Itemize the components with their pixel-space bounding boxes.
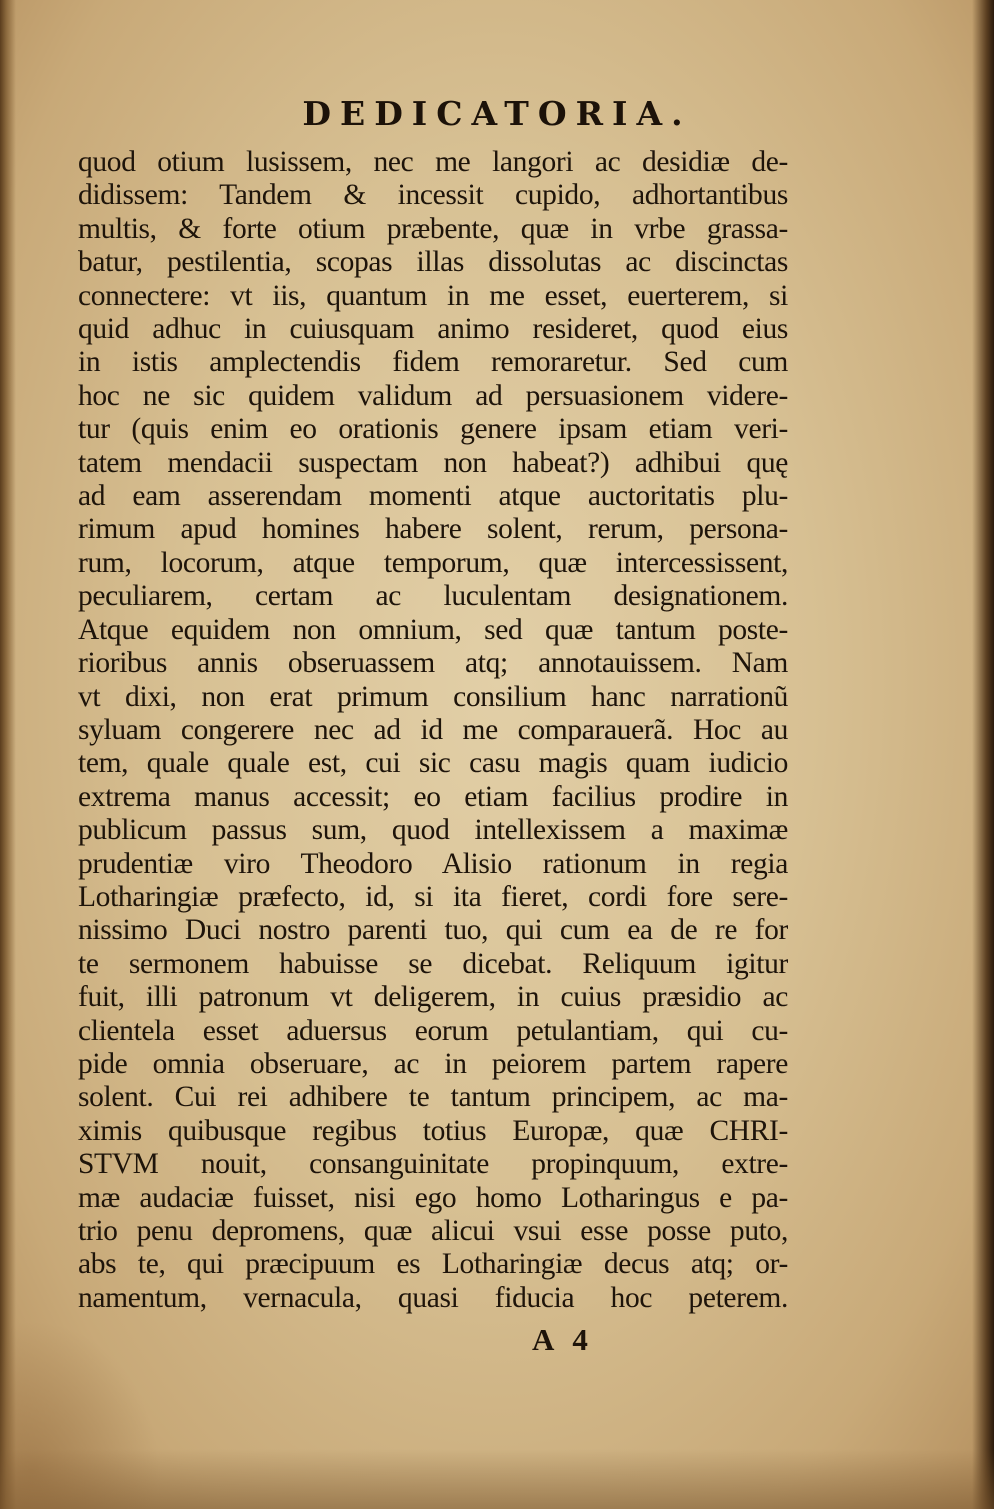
text-line: tur (quis enim eo orationis genere ipsam etiam veri- — [78, 413, 788, 446]
running-head: DEDICATORIA. — [302, 94, 692, 133]
text-line: in istis amplectendis fidem remoraretur. Sed cum — [78, 346, 788, 379]
body-text — [78, 146, 788, 1315]
text-line: prudentiæ viro Theodoro Alisio rationum in regia — [78, 847, 788, 880]
text-line: syluam congerere nec ad id me comparauerã. Hoc au — [78, 713, 788, 746]
text-line: hoc ne sic quidem validum ad persuasionem videre- — [78, 379, 788, 412]
text-line: extrema manus accessit; eo etiam facilius prodire in — [78, 780, 788, 813]
text-line: rum, locorum, atque temporum, quæ intercessissent, — [78, 546, 788, 579]
text-line: abs te, qui præcipuum es Lotharingiæ decus atq; or- — [78, 1248, 788, 1281]
text-line: Atque equidem non omnium, sed quæ tantum poste- — [78, 613, 788, 646]
text-line: pide omnia obseruare, ac in peiorem partem rapere — [78, 1047, 788, 1080]
text-line: rimum apud homines habere solent, rerum, persona- — [78, 513, 788, 546]
text-line: vt dixi, non erat primum consilium hanc narrationũ — [78, 680, 788, 713]
text-line: namentum, vernacula, quasi fiducia hoc peterem. — [78, 1281, 788, 1314]
text-line: tem, quale quale est, cui sic casu magis quam iudicio — [78, 747, 788, 780]
text-line: solent. Cui rei adhibere te tantum principem, ac ma- — [78, 1081, 788, 1114]
text-line: connectere: vt iis, quantum in me esset, euerterem, si — [78, 279, 788, 312]
page-right-edge — [972, 0, 994, 1509]
text-line: tatem mendacii suspectam non habeat?) adhibui quę — [78, 446, 788, 479]
text-line: publicum passus sum, quod intellexissem a maximæ — [78, 814, 788, 847]
text-line: mæ audaciæ fuisset, nisi ego homo Lotharingus e pa- — [78, 1181, 788, 1214]
text-line: fuit, illi patronum vt deligerem, in cuius præsidio ac — [78, 981, 788, 1014]
text-line: clientela esset aduersus eorum petulantiam, qui cu- — [78, 1014, 788, 1047]
text-line: quid adhuc in cuiusquam animo resideret, quod eius — [78, 313, 788, 346]
text-line: ximis quibusque regibus totius Europæ, quæ CHRI- — [78, 1114, 788, 1147]
text-line: didissem: Tandem & incessit cupido, adhortantibus — [78, 179, 788, 212]
text-line: STVM nouit, consanguinitate propinquum, extre- — [78, 1148, 788, 1181]
text-line: nissimo Duci nostro parenti tuo, qui cum ea de re for — [78, 914, 788, 947]
text-line: trio penu depromens, quæ alicui vsui esse posse puto, — [78, 1215, 788, 1247]
paper-stain — [0, 1320, 160, 1509]
signature-mark: A 4 — [532, 1322, 594, 1357]
text-line: rioribus annis obseruassem atq; annotauissem. Nam — [78, 647, 788, 680]
text-line: ad eam asserendam momenti atque auctoritatis plu- — [78, 480, 788, 513]
text-line: quod otium lusissem, nec me langori ac desidiæ de- — [78, 146, 788, 178]
text-line: batur, pestilentia, scopas illas dissolutas ac discinctas — [78, 246, 788, 279]
text-line: peculiarem, certam ac luculentam designationem. — [78, 580, 788, 613]
text-line: te sermonem habuisse se dicebat. Reliquum igitur — [78, 947, 788, 980]
page-left-edge — [0, 0, 16, 1509]
text-line: multis, & forte otium præbente, quæ in vrbe grassa- — [78, 212, 788, 245]
text-line: Lotharingiæ præfecto, id, si ita fieret, cordi fore sere- — [78, 880, 788, 913]
